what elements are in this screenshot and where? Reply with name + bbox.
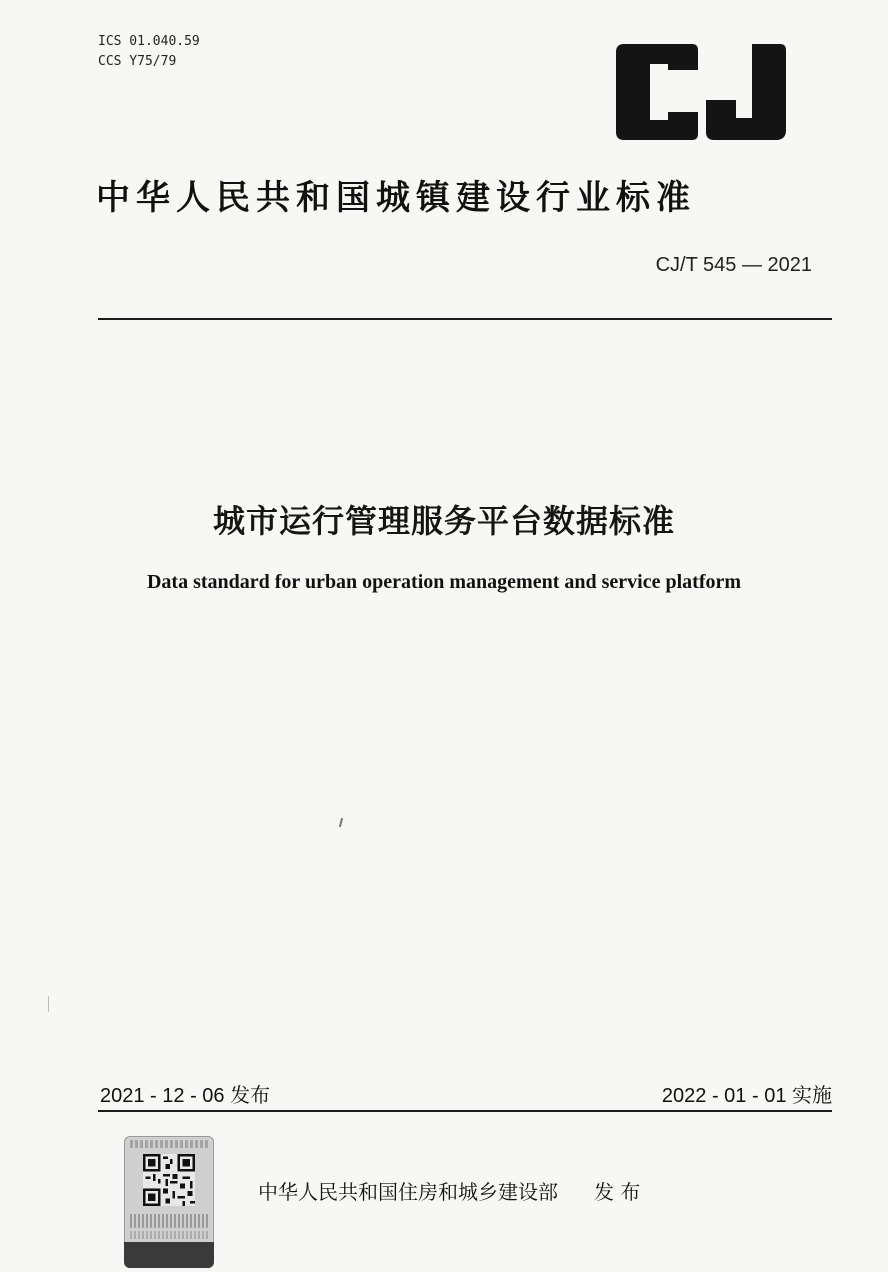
top-divider bbox=[98, 318, 832, 320]
document-title-cn: 城市运行管理服务平台数据标准 bbox=[212, 502, 675, 540]
issue-date: 2021 - 12 - 06 发布 bbox=[100, 1085, 271, 1107]
anti-counterfeit-stamp bbox=[124, 1136, 214, 1268]
publisher-action: 发 布 bbox=[594, 1180, 641, 1204]
bottom-divider bbox=[98, 1110, 832, 1112]
scan-mark bbox=[339, 818, 343, 827]
qr-code-icon bbox=[143, 1154, 195, 1206]
ccs-code: CCS Y75/79 bbox=[98, 54, 177, 69]
ics-code: ICS 01.040.59 bbox=[98, 34, 200, 49]
scan-mark bbox=[48, 996, 49, 1012]
standard-number: CJ/T 545 — 2021 bbox=[655, 254, 812, 276]
cj-logo bbox=[610, 44, 786, 140]
classification-codes bbox=[98, 32, 200, 72]
document-title-en: Data standard for urban operation management and service platform bbox=[146, 571, 742, 593]
publisher-name: 中华人民共和国住房和城乡建设部 bbox=[258, 1180, 558, 1204]
publisher-line bbox=[258, 1176, 640, 1205]
main-title: 中华人民共和国城镇建设行业标准 bbox=[96, 178, 696, 218]
implementation-date: 2022 - 01 - 01 实施 bbox=[661, 1085, 832, 1107]
